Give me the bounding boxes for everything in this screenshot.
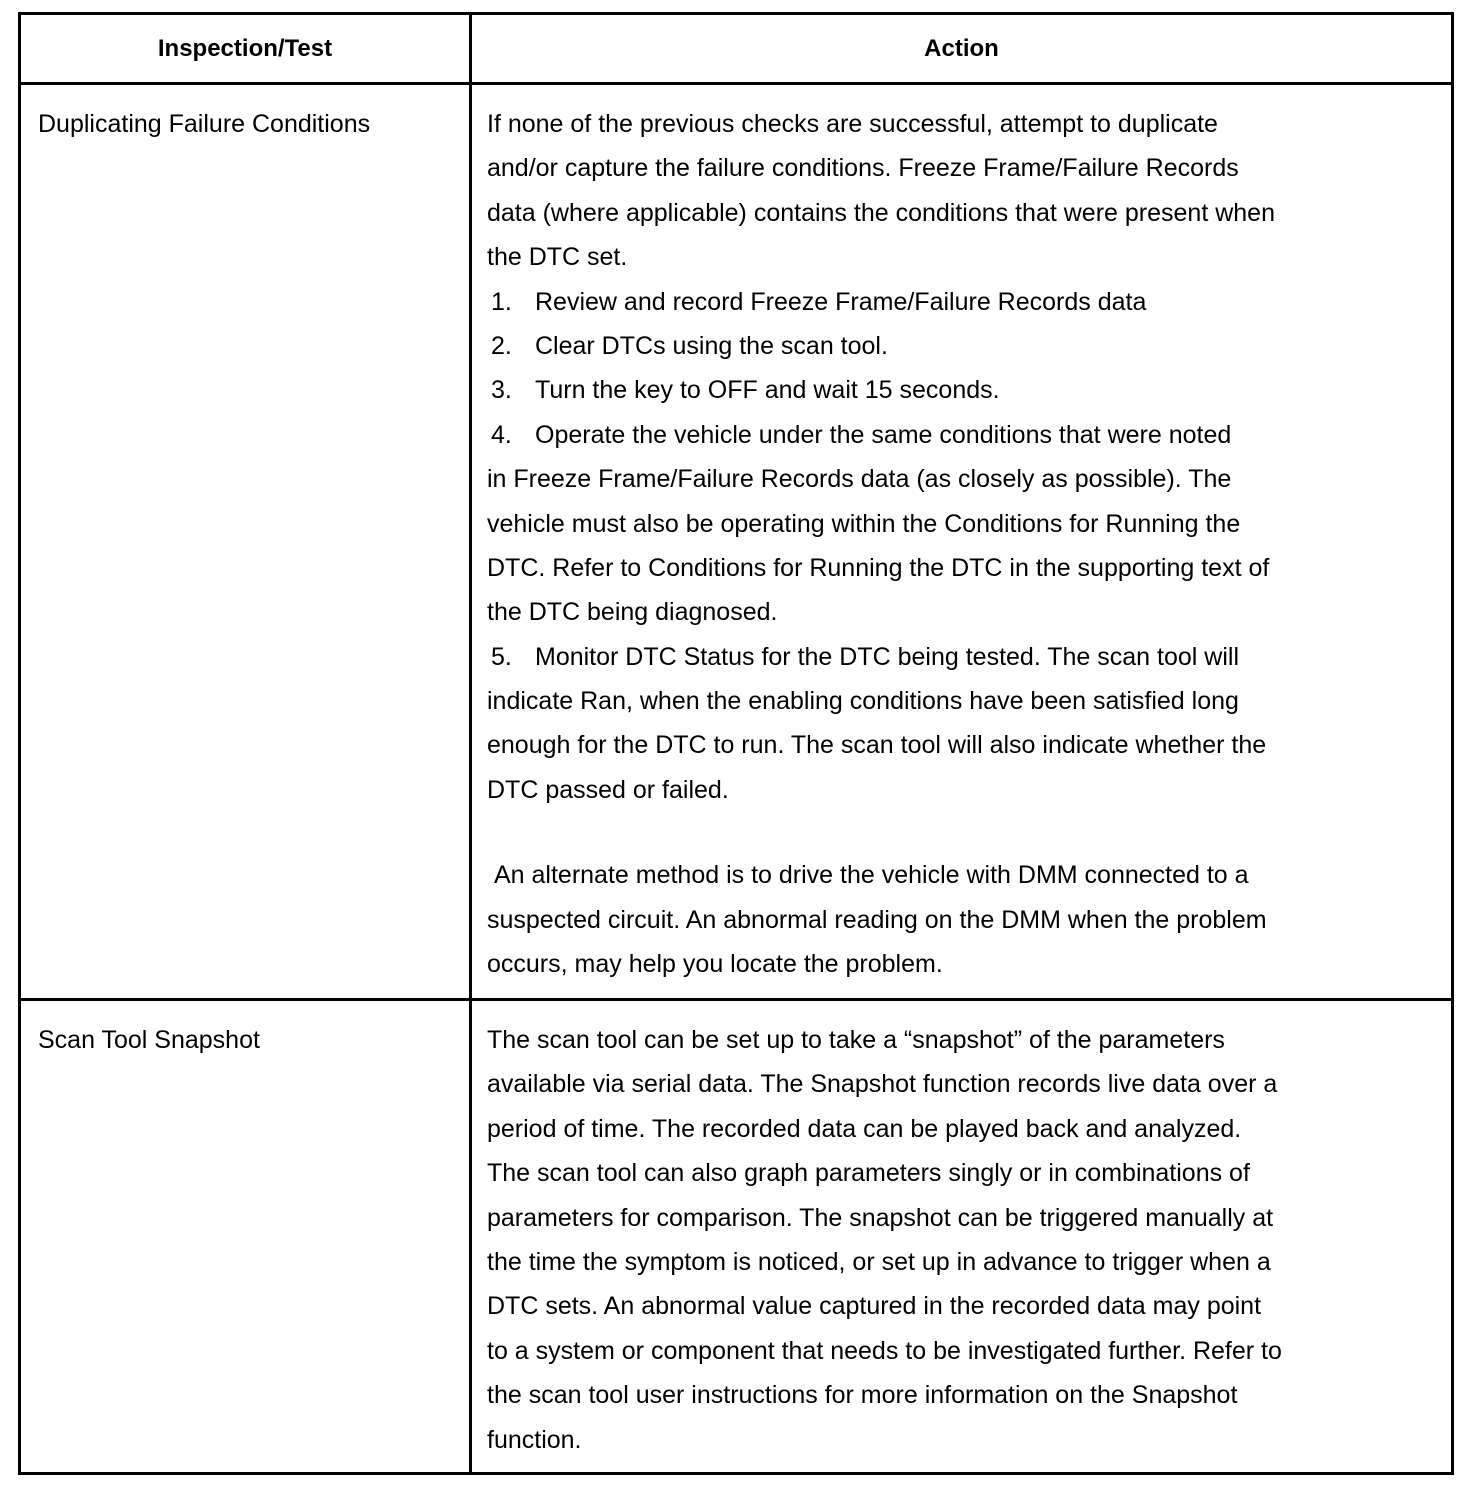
row-2-line: the time the symptom is noticed, or set up in advance to trigger when a	[487, 1247, 1271, 1276]
row-1-intro-line: If none of the previous checks are successful, attempt to duplicate	[487, 110, 1218, 138]
row-divider	[21, 998, 1451, 1001]
step-4	[487, 413, 1387, 457]
row-2-line: available via serial data. The Snapshot function records live data over a	[487, 1070, 1278, 1099]
step-text: Turn the key to OFF and wait 15 seconds.	[535, 376, 1000, 405]
step-5-continued-line: indicate Ran, when the enabling conditions have been satisfied long	[487, 687, 1239, 716]
row-1-intro-line: the DTC set.	[487, 243, 628, 272]
row-2-line: to a system or component that needs to be investigated further. Refer to	[487, 1336, 1282, 1365]
step-2	[487, 324, 1387, 368]
alternate-method-line: occurs, may help you locate the problem.	[487, 950, 943, 979]
step-number: 4.	[491, 420, 512, 449]
step-3	[487, 368, 1387, 412]
alternate-method-line: An alternate method is to drive the vehicle with DMM connected to a	[494, 861, 1249, 890]
row-2-line: The scan tool can be set up to take a “snapshot” of the parameters	[487, 1026, 1225, 1054]
step-text: Review and record Freeze Frame/Failure Records data	[535, 287, 1147, 316]
row-2-test-label: Scan Tool Snapshot	[38, 1026, 260, 1054]
step-number: 5.	[491, 642, 512, 671]
inspection-table	[18, 12, 1454, 1475]
step-number: 3.	[491, 376, 512, 405]
alternate-method-line: suspected circuit. An abnormal reading on the DMM when the problem	[487, 905, 1267, 934]
step-5-continued-line: enough for the DTC to run. The scan tool will also indicate whether the	[487, 731, 1267, 760]
row-2-line: the scan tool user instructions for more information on the Snapshot	[487, 1381, 1238, 1410]
step-number: 2.	[491, 331, 512, 360]
row-2-line: parameters for comparison. The snapshot can be triggered manually at	[487, 1203, 1274, 1232]
row-2-line: function.	[487, 1425, 582, 1454]
column-divider	[469, 15, 472, 1472]
row-2-action	[487, 1018, 1387, 1462]
row-1-intro-line: data (where applicable) contains the conditions that were present when	[487, 198, 1275, 227]
step-text: Monitor DTC Status for the DTC being tested. The scan tool will	[535, 642, 1240, 671]
row-2-line: The scan tool can also graph parameters singly or in combinations of	[487, 1159, 1250, 1188]
row-1-action	[487, 102, 1387, 986]
paragraph-spacer	[487, 812, 1387, 853]
row-1-intro-line: and/or capture the failure conditions. Freeze Frame/Failure Records	[487, 154, 1239, 183]
header-divider	[21, 82, 1451, 85]
step-4-continued-line: DTC. Refer to Conditions for Running the DTC in the supporting text of	[487, 553, 1270, 582]
step-4-continued-line: the DTC being diagnosed.	[487, 598, 778, 627]
step-5	[487, 635, 1387, 679]
step-1	[487, 280, 1387, 324]
row-1-test-label: Duplicating Failure Conditions	[38, 110, 371, 138]
step-4-continued-line: vehicle must also be operating within the Conditions for Running the	[487, 509, 1241, 538]
step-text: Clear DTCs using the scan tool.	[535, 331, 888, 360]
step-text: Operate the vehicle under the same conditions that were noted	[535, 420, 1232, 449]
row-2-line: DTC sets. An abnormal value captured in the recorded data may point	[487, 1292, 1262, 1321]
row-2-line: period of time. The recorded data can be played back and analyzed.	[487, 1114, 1242, 1143]
header-inspection-test: Inspection/Test	[157, 34, 333, 62]
step-4-continued-line: in Freeze Frame/Failure Records data (as closely as possible). The	[487, 465, 1232, 494]
header-action: Action	[924, 34, 999, 62]
step-number: 1.	[491, 287, 512, 316]
step-5-continued-line: DTC passed or failed.	[487, 775, 729, 804]
